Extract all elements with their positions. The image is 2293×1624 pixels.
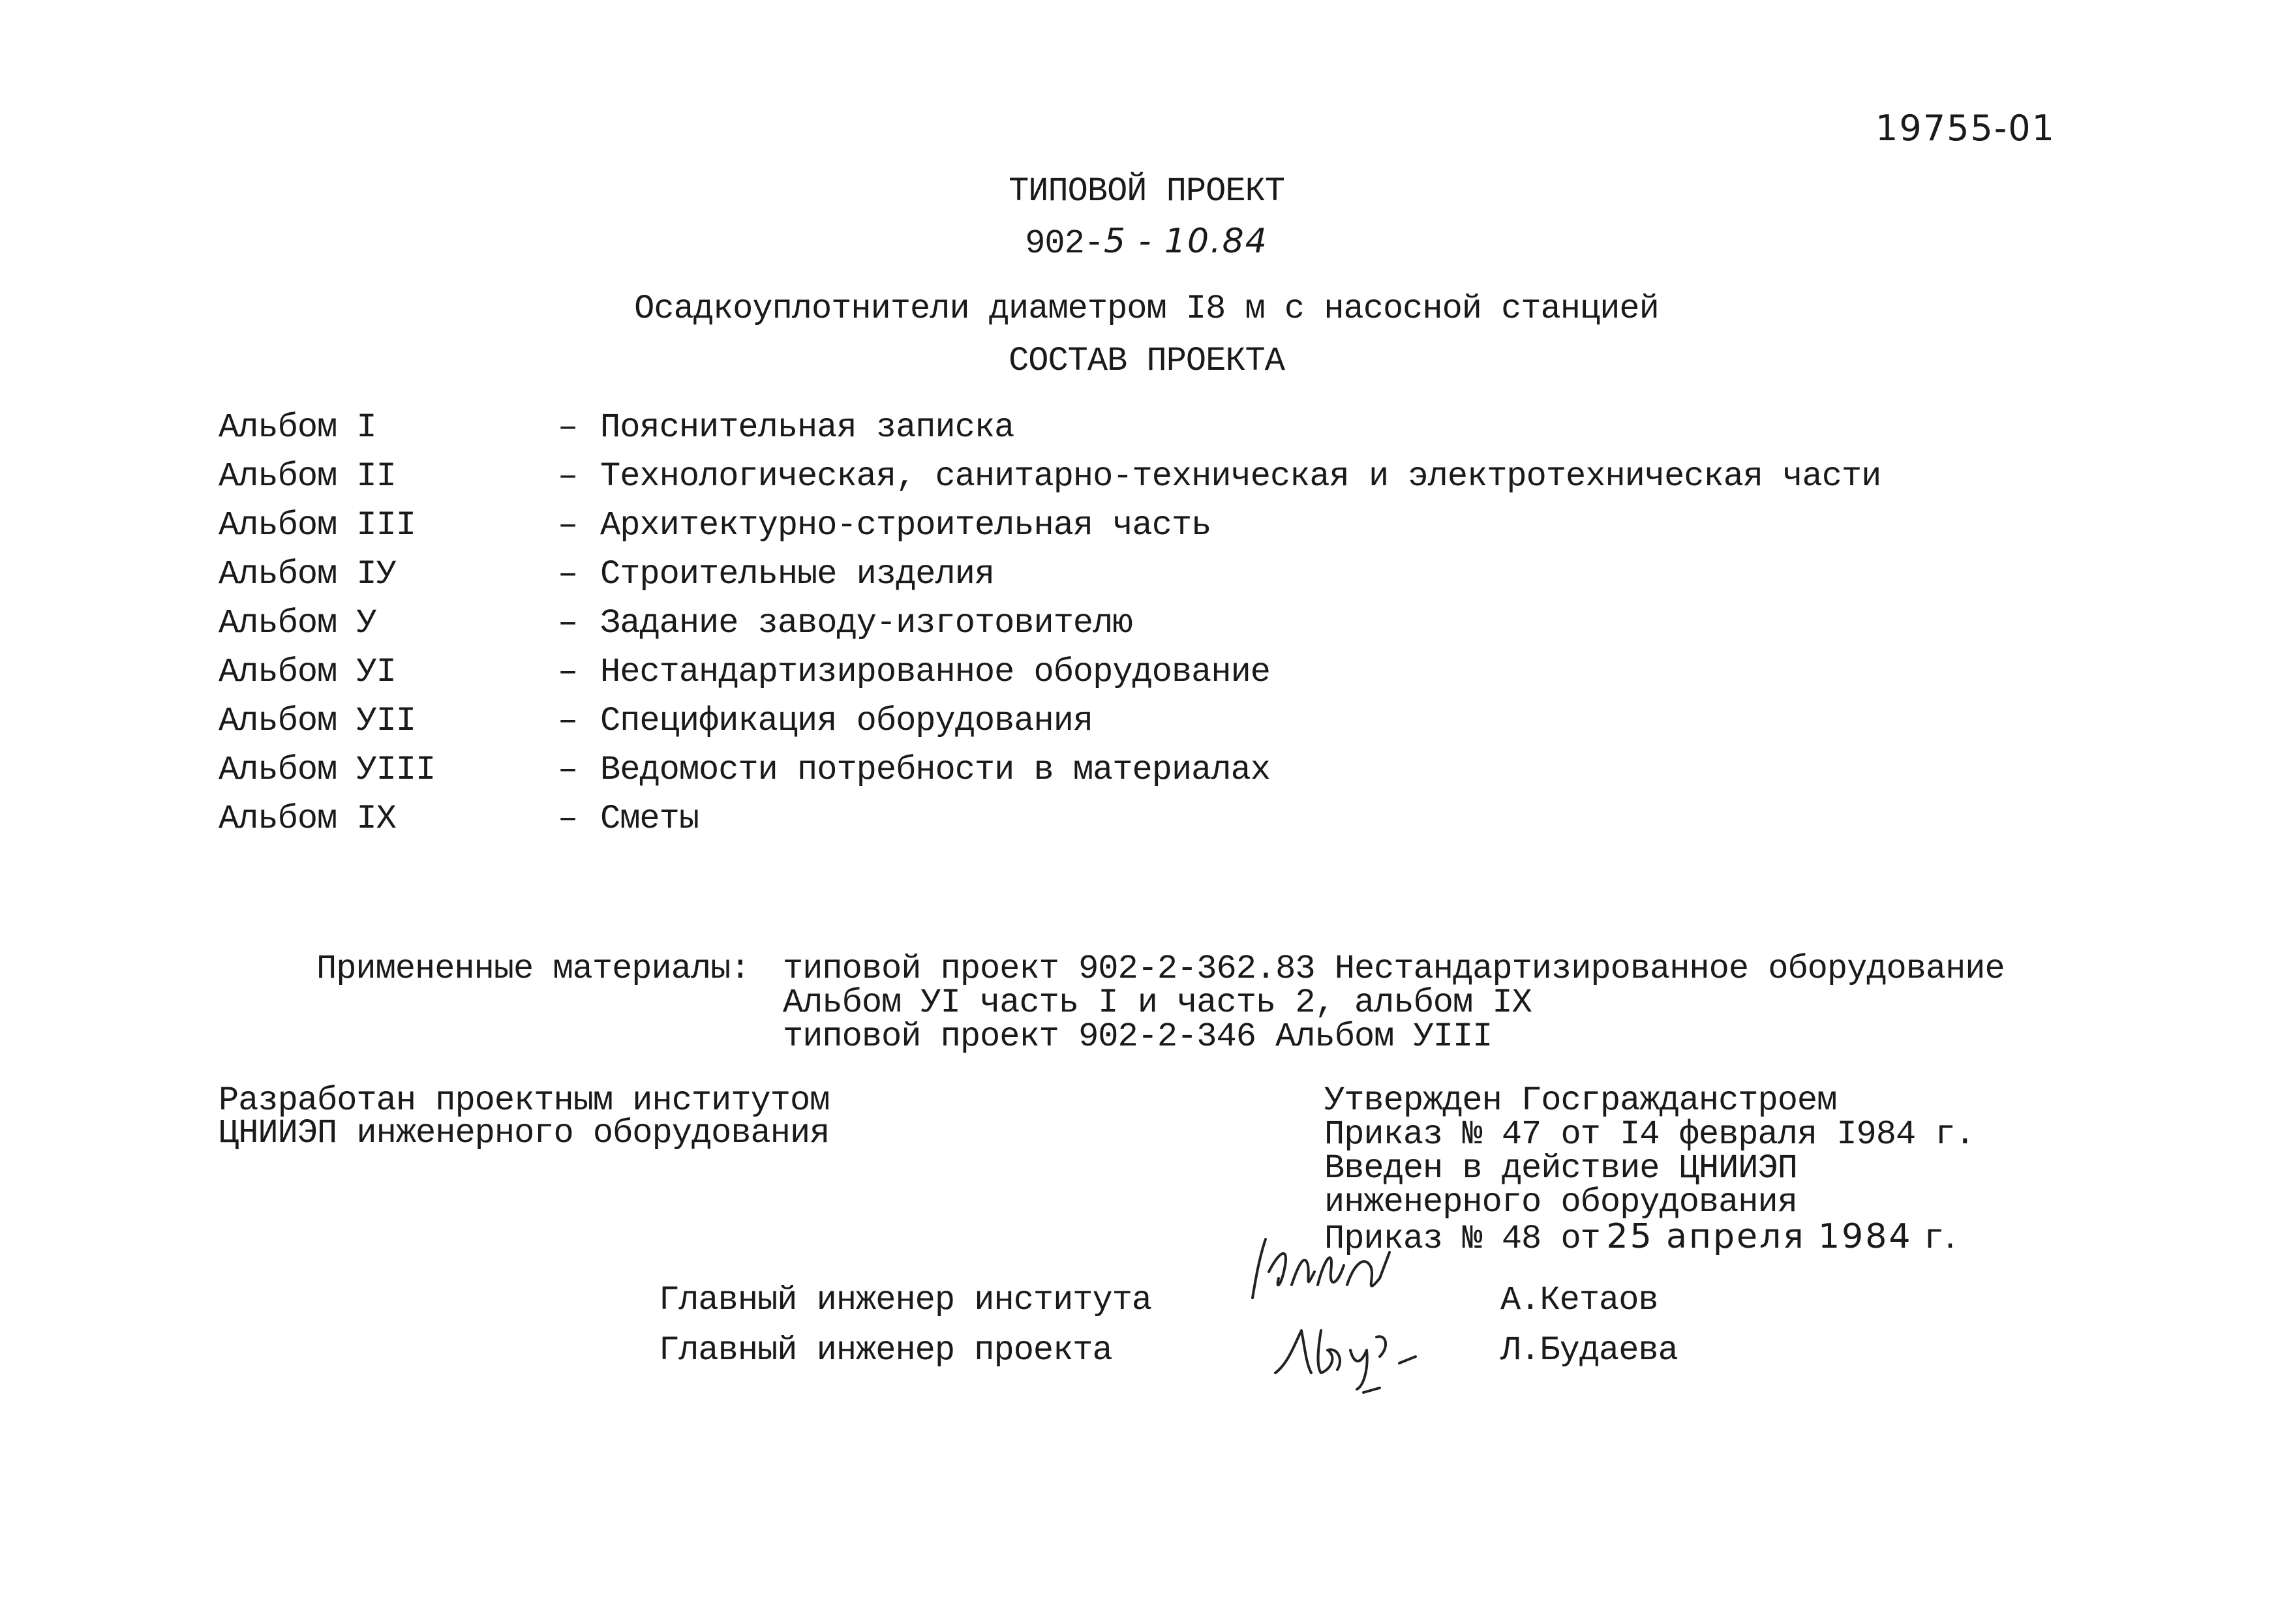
album-name: Альбом УIII [219,751,436,789]
album-dash: – [558,457,578,496]
album-description: Технологическая, санитарно-техническая и электротехническая части [600,457,1881,496]
album-dash: – [558,751,578,789]
album-description: Задание заводу-изготовителю [600,604,1132,642]
project-number [0,222,2293,263]
project-number-prefix: 902- [1025,224,1104,263]
album-name: Альбом УI [219,653,396,691]
album-description: Ведомости потребности в материалах [600,751,1270,789]
album-description: Строительные изделия [600,555,995,594]
album-name: Альбом УII [219,702,416,740]
document-number: 19755-01 [1875,108,2056,149]
composition-heading: СОСТАВ ПРОЕКТА [1009,342,1284,380]
approved-line: инженерного оборудования [1324,1183,1797,1222]
album-dash: – [558,604,578,642]
approved-line: Утвержден Госгражданстроем [1324,1081,1837,1120]
materials-label: Примененные материалы: [316,950,750,988]
materials-line: типовой проект 902-2-362.83 Нестандартизированное оборудование [783,950,2005,988]
approved-order-handwritten: 25 апреля 1984 г. [1606,1217,1958,1256]
album-description: Нестандартизированное оборудование [600,653,1270,691]
project-number-handwritten: 5 - 10.84 [1104,222,1268,261]
approved-order-typed: Приказ № 48 от [1324,1220,1600,1258]
album-description: Архитектурно-строительная часть [600,506,1211,545]
album-name: Альбом I [219,408,376,447]
album-description: Спецификация оборудования [600,702,1093,740]
materials-line: Альбом УI часть I и часть 2, альбом IX [783,984,1532,1022]
album-name: Альбом У [219,604,376,642]
signature-ketaov [1239,1226,1422,1311]
project-subject: Осадкоуплотнители диаметром I8 м с насосной станцией [634,290,1659,328]
album-dash: – [558,555,578,594]
album-name: Альбом IУ [219,555,396,594]
chief-engineer-project-label: Главный инженер проекта [659,1331,1112,1370]
developed-by-line: ЦНИИЭП инженерного оборудования [219,1114,830,1152]
chief-engineer-project-name: Л.Будаева [1500,1331,1678,1370]
album-dash: – [558,653,578,691]
document-title: ТИПОВОЙ ПРОЕКТ [1009,172,1284,211]
developed-by-line: Разработан проектным институтом [219,1081,830,1120]
album-name: Альбом III [219,506,416,545]
album-name: Альбом IX [219,800,396,838]
album-dash: – [558,702,578,740]
album-dash: – [558,800,578,838]
signature-budaeva [1266,1311,1435,1396]
materials-line: типовой проект 902-2-346 Альбом УIII [783,1017,1493,1056]
album-dash: – [558,408,578,447]
chief-engineer-institute-name: А.Кетаов [1500,1281,1658,1319]
approved-line: Введен в действие ЦНИИЭП [1324,1149,1797,1188]
album-dash: – [558,506,578,545]
album-description: Пояснительная записка [600,408,1014,447]
approved-line: Приказ № 47 от I4 февраля I984 г. [1324,1115,1975,1154]
album-description: Сметы [600,800,699,838]
album-name: Альбом II [219,457,396,496]
chief-engineer-institute-label: Главный инженер института [659,1281,1152,1319]
